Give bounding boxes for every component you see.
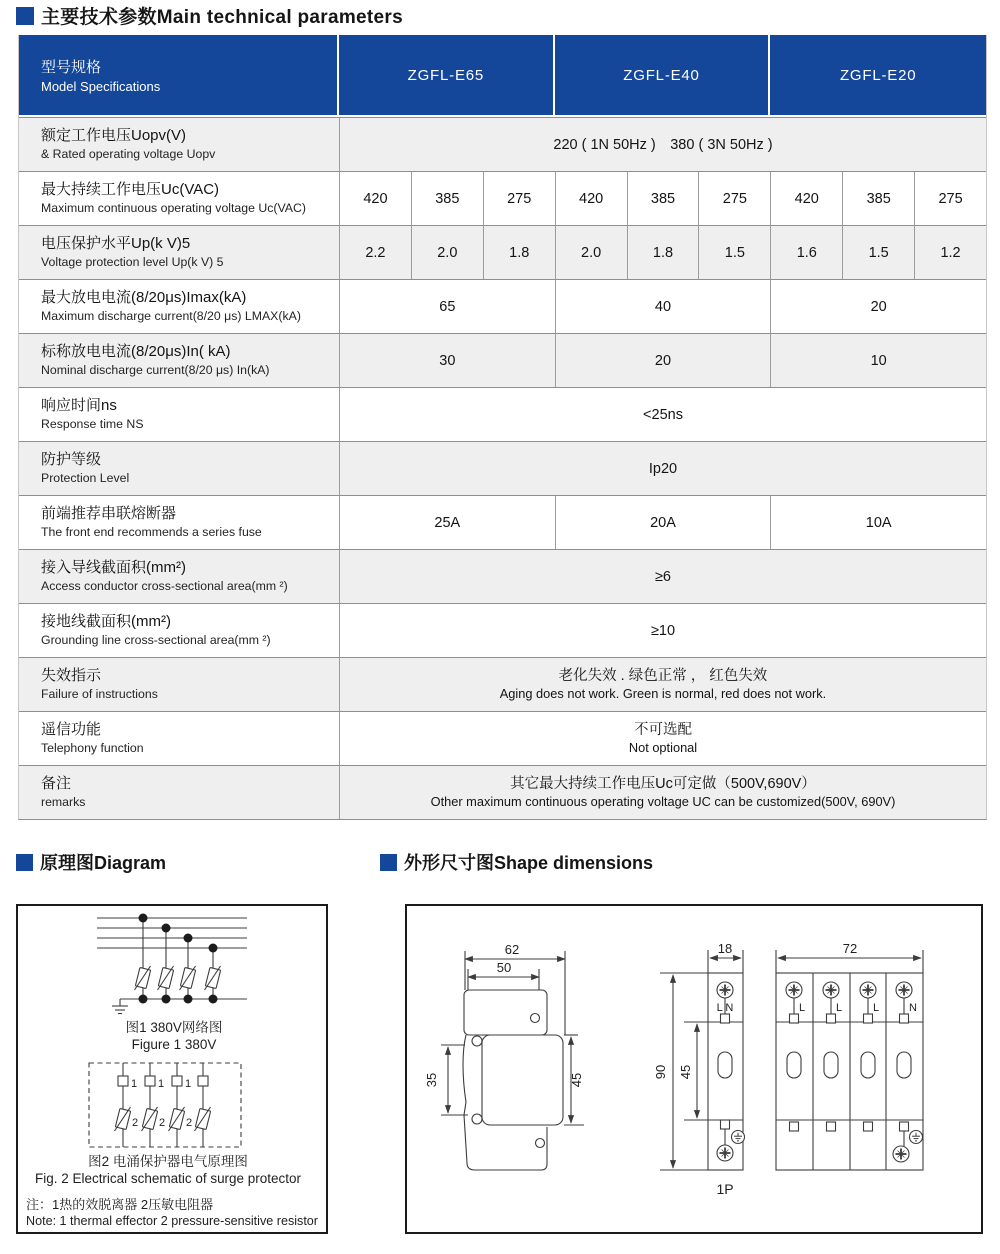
terminal-screw-icon: [896, 982, 912, 998]
component-label: 2: [132, 1117, 139, 1129]
varistor-symbol: [195, 1107, 211, 1131]
terminal-screw-icon: [893, 1146, 909, 1162]
schematic-diagram-box: [16, 904, 328, 1234]
figure1-caption-zh: 图1 380V网络图: [125, 1020, 223, 1035]
component-label: 2: [159, 1117, 166, 1129]
varistor-symbol: [205, 966, 221, 990]
spec-value: 不可选配 Not optional: [339, 711, 986, 765]
spec-value: 1.6: [770, 225, 842, 279]
spec-value: 385: [842, 171, 914, 225]
component-label: 1: [131, 1078, 138, 1090]
spec-value: 25A: [339, 495, 555, 549]
dim-height-left: 35: [424, 1072, 439, 1088]
shape-dimensions-box: [405, 904, 983, 1234]
ground-screw-icon: [910, 1131, 923, 1144]
spec-row-label: 标称放电电流(8/20μs)In( kA) Nominal discharge current(8/20 μs) In(kA): [19, 333, 339, 387]
spec-value: 65: [339, 279, 555, 333]
varistor-symbol: [135, 966, 151, 990]
model-column-header: ZGFL-E40: [555, 35, 771, 117]
page-title: [16, 2, 403, 29]
spec-row-label: 接地线截面积(mm²) Grounding line cross-sectional area(mm ²): [19, 603, 339, 657]
shape-dimensions-drawing: [407, 906, 981, 1232]
spec-row-label: 响应时间ns Response time NS: [19, 387, 339, 441]
dim-pole-height: 90: [653, 1064, 668, 1080]
terminal-labels: L N: [716, 1002, 734, 1014]
spec-value: 10A: [770, 495, 986, 549]
section-bullet-icon: [380, 854, 397, 871]
figure2-caption-en: Fig. 2 Electrical schematic of surge protector: [35, 1171, 302, 1186]
figure2-caption-zh: 图2 电涌保护器电气原理图: [88, 1154, 248, 1169]
spec-value: 40: [555, 279, 771, 333]
spec-value: 1.5: [842, 225, 914, 279]
spec-value: 10: [770, 333, 986, 387]
section-bullet-icon: [16, 854, 33, 871]
pole-count-label: 1P: [716, 1181, 734, 1197]
figure1-caption-en: Figure 1 380V: [131, 1037, 217, 1052]
terminal-label: L: [799, 1002, 806, 1014]
one-pole-front-view: [660, 950, 743, 1170]
varistor-symbol: [115, 1107, 131, 1131]
tap-dot: [209, 944, 218, 953]
spec-value: 2.0: [411, 225, 483, 279]
spec-row-label: 接入导线截面积(mm²) Access conductor cross-sectional area(mm ²): [19, 549, 339, 603]
spec-value: ≥6: [339, 549, 986, 603]
diagram-note-en: Note: 1 thermal effector 2 pressure-sensitive resistor: [26, 1213, 319, 1228]
terminal-label: L: [836, 1002, 843, 1014]
terminal-label: N: [909, 1002, 917, 1014]
tap-dot: [139, 914, 148, 923]
terminal-screw-icon: [860, 982, 876, 998]
spec-value: 1.8: [627, 225, 699, 279]
spec-value: 20: [555, 333, 771, 387]
diagram-note-zh: 注：1热的效脱离器 2压敏电阻器: [26, 1197, 214, 1212]
spec-value: 385: [627, 171, 699, 225]
figure1-figure2-schematic: [18, 906, 326, 1232]
varistor-symbol: [142, 1107, 158, 1131]
model-spec-header: [19, 35, 339, 117]
spec-value: 385: [411, 171, 483, 225]
spec-row-label: 最大持续工作电压Uc(VAC) Maximum continuous operating voltage Uc(VAC): [19, 171, 339, 225]
spec-value: <25ns: [339, 387, 986, 441]
side-profile-view: [441, 951, 584, 1170]
spec-value: 220 ( 1N 50Hz ) 380 ( 3N 50Hz ): [339, 117, 986, 171]
component-label: 1: [158, 1078, 165, 1090]
spec-value: 20A: [555, 495, 771, 549]
dim-width-outer: 62: [504, 942, 520, 957]
spec-value: 420: [770, 171, 842, 225]
dim-width-inner: 50: [496, 960, 512, 975]
spec-value: 1.2: [914, 225, 986, 279]
diagram-section-title: 原理图Diagram: [16, 849, 166, 875]
spec-row-label: 遥信功能 Telephony function: [19, 711, 339, 765]
spec-value: 275: [914, 171, 986, 225]
spec-value: 275: [483, 171, 555, 225]
terminal-screw-icon: [786, 982, 802, 998]
spec-value: Ip20: [339, 441, 986, 495]
tap-dot: [184, 995, 193, 1004]
tap-dot: [184, 934, 193, 943]
terminal-screw-icon: [717, 1145, 733, 1161]
header-zh: 型号规格: [41, 59, 102, 76]
shape-section-title: 外形尺寸图Shape dimensions: [380, 849, 653, 875]
dim-height-right: 45: [569, 1072, 584, 1088]
spec-value: 老化失效 . 绿色正常 ， 红色失效 Aging does not work. Green is normal, red does not work.: [339, 657, 986, 711]
spec-value: 30: [339, 333, 555, 387]
model-column-header: ZGFL-E20: [770, 35, 986, 117]
spec-value: ≥10: [339, 603, 986, 657]
spec-row-label: 备注 remarks: [19, 765, 339, 819]
varistor-symbol: [169, 1107, 185, 1131]
spec-row-label: 电压保护水平Up(k V)5 Voltage protection level Up(k V) 5: [19, 225, 339, 279]
tap-dot: [139, 995, 148, 1004]
header-en: Model Specifications: [41, 79, 161, 94]
title-bullet-icon: [16, 7, 34, 25]
terminal-label: L: [873, 1002, 880, 1014]
spec-value: 420: [555, 171, 627, 225]
dim-pole-width: 18: [717, 941, 733, 956]
terminal-screw-icon: [823, 982, 839, 998]
component-label: 1: [185, 1078, 192, 1090]
spec-row-label: 前端推荐串联熔断器 The front end recommends a series fuse: [19, 495, 339, 549]
tap-dot: [209, 995, 218, 1004]
spec-value: 2.0: [555, 225, 627, 279]
spec-value: 2.2: [339, 225, 411, 279]
dim-assembly-width: 72: [842, 941, 858, 956]
spec-value: 1.5: [698, 225, 770, 279]
figure2-schematic: [89, 1063, 241, 1147]
spec-value: 1.8: [483, 225, 555, 279]
page-title-text: 主要技术参数Main technical parameters: [41, 7, 403, 28]
terminal-screw-icon: [717, 982, 733, 998]
tap-dot: [162, 995, 171, 1004]
spec-row-label: 最大放电电流(8/20μs)Imax(kA) Maximum discharge current(8/20 μs) LMAX(kA): [19, 279, 339, 333]
figure1-network: [97, 918, 247, 1014]
model-column-header: ZGFL-E65: [339, 35, 555, 117]
tap-dot: [162, 924, 171, 933]
spec-row-label: 防护等级 Protection Level: [19, 441, 339, 495]
ground-screw-icon: [732, 1131, 745, 1144]
spec-row-label: 额定工作电压Uopv(V) & Rated operating voltage Uopv: [19, 117, 339, 171]
spec-value: 20: [770, 279, 986, 333]
dim-pole-inner: 45: [678, 1064, 693, 1080]
spec-row-label: 失效指示 Failure of instructions: [19, 657, 339, 711]
varistor-symbol: [158, 966, 174, 990]
varistor-symbol: [180, 966, 196, 990]
component-label: 2: [186, 1117, 193, 1129]
spec-value: 420: [339, 171, 411, 225]
spec-value: 275: [698, 171, 770, 225]
spec-table: [18, 35, 987, 820]
spec-value: 其它最大持续工作电压Uc可定做（500V,690V） Other maximum continuous operating voltage UC can be customized(500V, 690V): [339, 765, 986, 819]
